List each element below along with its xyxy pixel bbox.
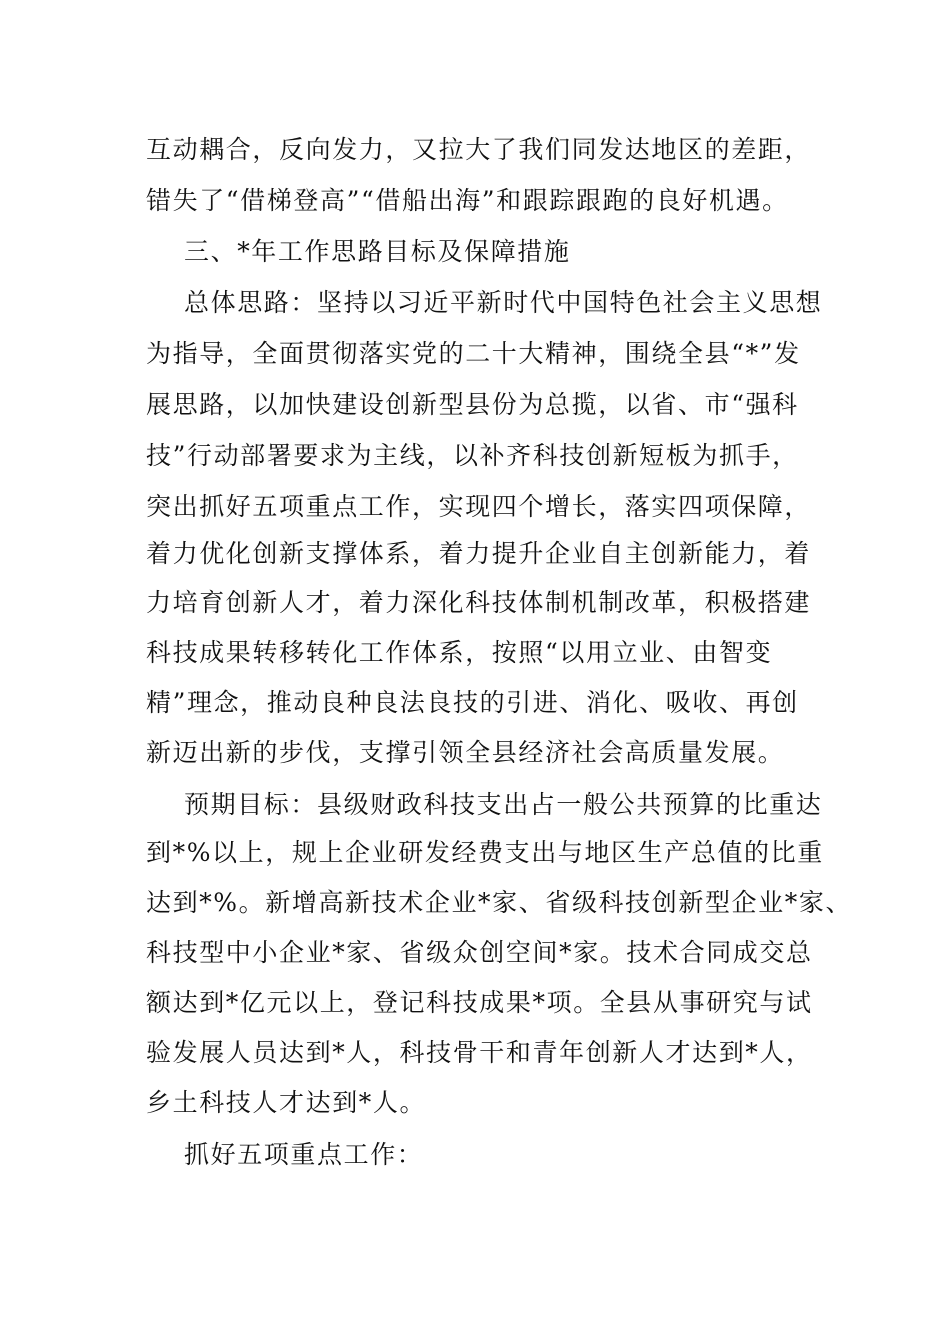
section-heading: 三、*年工作思路目标及保障措施 [184,237,571,266]
paragraph-start: 总体思路：坚持以习近平新时代中国特色社会主义思想 [184,288,823,317]
text-line: 科技成果转移转化工作体系，按照“以用立业、由智变 [146,638,773,667]
text-line: 验发展人员达到*人，科技骨干和青年创新人才达到*人， [146,1038,813,1067]
text-line: 额达到*亿元以上，登记科技成果*项。全县从事研究与试 [146,988,813,1017]
text-line: 互动耦合，反向发力，又拉大了我们同发达地区的差距， [146,135,812,164]
text-line: 力培育创新人才，着力深化科技体制机制改革，积极搭建 [146,588,812,617]
text-line: 新迈出新的步伐，支撑引领全县经济社会高质量发展。 [146,738,785,767]
text-line: 展思路，以加快建设创新型县份为总揽，以省、市“强科 [146,390,799,419]
text-line: 到*%以上，规上企业研发经费支出与地区生产总值的比重 [146,838,824,867]
text-line: 突出抓好五项重点工作，实现四个增长，落实四项保障， [146,492,812,521]
text-line: 乡土科技人才达到*人。 [146,1088,427,1117]
text-line: 科技型中小企业*家、省级众创空间*家。技术合同成交总 [146,938,813,967]
text-line: 为指导，全面贯彻落实党的二十大精神，围绕全县“*”发 [146,339,801,368]
text-line: 着力优化创新支撑体系，着力提升企业自主创新能力，着 [146,539,812,568]
text-line: 错失了“借梯登高”“借船出海”和跟踪跟跑的良好机遇。 [146,186,789,215]
text-line: 技”行动部署要求为主线，以补齐科技创新短板为抓手， [146,441,799,470]
text-line: 达到*%。新增高新技术企业*家、省级科技创新型企业*家、 [146,888,853,917]
paragraph-start: 预期目标：县级财政科技支出占一般公共预算的比重达 [184,790,823,819]
text-line: 精”理念，推动良种良法良技的引进、消化、吸收、再创 [146,688,799,717]
paragraph-start: 抓好五项重点工作： [184,1140,424,1169]
